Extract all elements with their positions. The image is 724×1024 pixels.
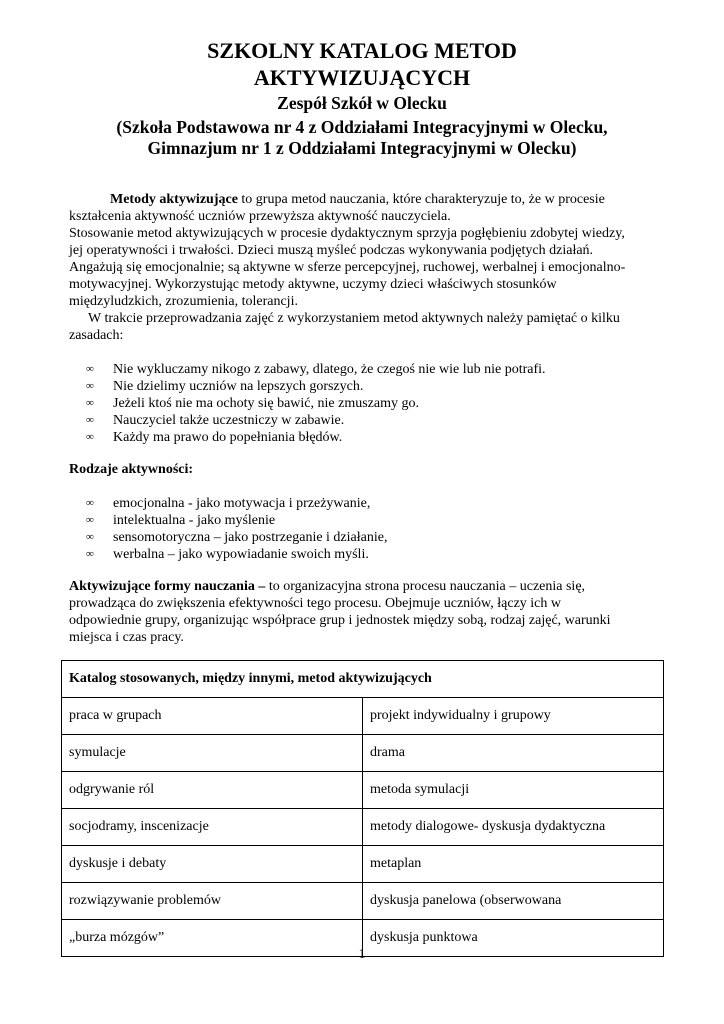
list-item [86,495,387,512]
infinity-bullet-icon: ∞ [86,531,94,543]
intro-line-1-rest: to grupa metod nauczania, które charakteryzuje to, że w procesie [237,192,605,207]
infinity-bullet-icon: ∞ [86,548,94,560]
subtitle: Zespół Szkół w Olecku [277,93,447,113]
forms-term: Aktywizujące formy nauczania – [69,579,266,594]
infinity-bullet-icon: ∞ [86,497,94,509]
intro-term: Metody aktywizujące [110,192,238,207]
rule-text: Nauczyciel także uczestniczy w zabawie. [113,413,345,428]
page-number: 1 [358,947,366,962]
infinity-bullet-icon: ∞ [86,397,94,409]
table-cell: socjodramy, inscenizacje [62,809,363,846]
table-cell: dyskusja punktowa [363,920,664,957]
activity-text: werbalna – jako wypowiadanie swoich myśli. [113,547,369,562]
rule-text: Nie dzielimy uczniów na lepszych gorszych. [113,379,364,394]
schools-line-2: Gimnazjum nr 1 z Oddziałami Integracyjnymi w Olecku) [147,138,577,158]
activity-heading: Rodzaje aktywności: [69,462,194,477]
activity-text: sensomotoryczna – jako postrzeganie i działanie, [113,530,388,545]
table-cell: „burza mózgów” [62,920,363,957]
list-item [86,361,546,378]
forms-line-3: odpowiednie grupy, organizując współprace grup i jednostek między sobą, rodzaj zajęć, warunki [69,613,611,628]
table-cell: projekt indywidualny i grupowy [363,698,664,735]
intro-line-7: międzyludzkich, zrozumienia, tolerancji. [69,294,298,309]
rule-text: Każdy ma prawo do popełniania błędów. [113,430,343,445]
title-line-2: AKTYWIZUJĄCYCH [253,65,471,90]
list-item [86,529,387,546]
table-row [62,698,664,735]
intro-line-5: Angażują się emocjonalnie; są aktywne w sferze percepcyjnej, ruchowej, werbalnej i emocjonalno- [69,260,626,275]
table-cell: metoda symulacji [363,772,664,809]
table-cell: dyskusje i debaty [62,846,363,883]
forms-line-2: prowadząca do zwiększenia efektywności tego procesu. Obejmuje uczniów, łączy ich w [69,596,562,611]
activity-text: intelektualna - jako myślenie [113,513,276,528]
table-cell: metody dialogowe- dyskusja dydaktyczna [363,809,664,846]
activity-text: emocjonalna - jako motywacja i przeżywanie, [113,496,371,511]
infinity-bullet-icon: ∞ [86,514,94,526]
table-cell: rozwiązywanie problemów [62,883,363,920]
table-row [62,735,664,772]
rule-text: Jeżeli ktoś nie ma ochoty się bawić, nie zmuszamy go. [113,396,419,411]
list-item [86,546,387,563]
intro-line-9: zasadach: [69,328,124,343]
table-row [62,883,664,920]
schools-line-1: (Szkoła Podstawowa nr 4 z Oddziałami Integracyjnymi w Olecku, [116,117,608,137]
table-row [62,809,664,846]
table-cell: praca w grupach [62,698,363,735]
intro-line-6: motywacyjnej. Wykorzystując metody aktywne, uczymy dzieci właściwych stosunków [69,277,557,292]
rules-list [86,361,546,446]
methods-catalog-table [61,660,664,957]
intro-line-4: jej operatywności i trwałości. Dzieci muszą myśleć podczas wykonywania podjętych działań. [69,243,594,258]
list-item [86,378,546,395]
title-line-1: SZKOLNY KATALOG METOD [207,38,517,63]
activity-list [86,495,387,563]
infinity-bullet-icon: ∞ [86,380,94,392]
table-cell: drama [363,735,664,772]
list-item [86,512,387,529]
table-cell: odgrywanie ról [62,772,363,809]
intro-line-8: W trakcie przeprowadzania zajęć z wykorzystaniem metod aktywnych należy pamiętać o kilku [88,311,620,326]
table-header: Katalog stosowanych, między innymi, metod aktywizujących [62,661,664,698]
table-cell: symulacje [62,735,363,772]
intro-line-3: Stosowanie metod aktywizujących w procesie dydaktycznym sprzyja pogłębieniu zdobytej wiedzy, [69,226,625,241]
infinity-bullet-icon: ∞ [86,414,94,426]
table-cell: dyskusja panelowa (obserwowana [363,883,664,920]
table-row [62,846,664,883]
forms-line-1 [69,578,669,595]
forms-line-4: miejsca i czas pracy. [69,630,184,645]
list-item [86,429,546,446]
list-item [86,412,546,429]
table-header-row [62,661,664,698]
intro-line-2: kształcenia aktywność uczniów przewyższa aktywność nauczyciela. [69,209,451,224]
table-row [62,772,664,809]
intro-line-1 [69,191,710,208]
forms-line-1-rest: to organizacyjna strona procesu nauczania – uczenia się, [265,579,586,594]
infinity-bullet-icon: ∞ [86,431,94,443]
list-item [86,395,546,412]
rule-text: Nie wykluczamy nikogo z zabawy, dlatego, że czegoś nie wie lub nie potrafi. [113,362,546,377]
table-cell: metaplan [363,846,664,883]
infinity-bullet-icon: ∞ [86,363,94,375]
